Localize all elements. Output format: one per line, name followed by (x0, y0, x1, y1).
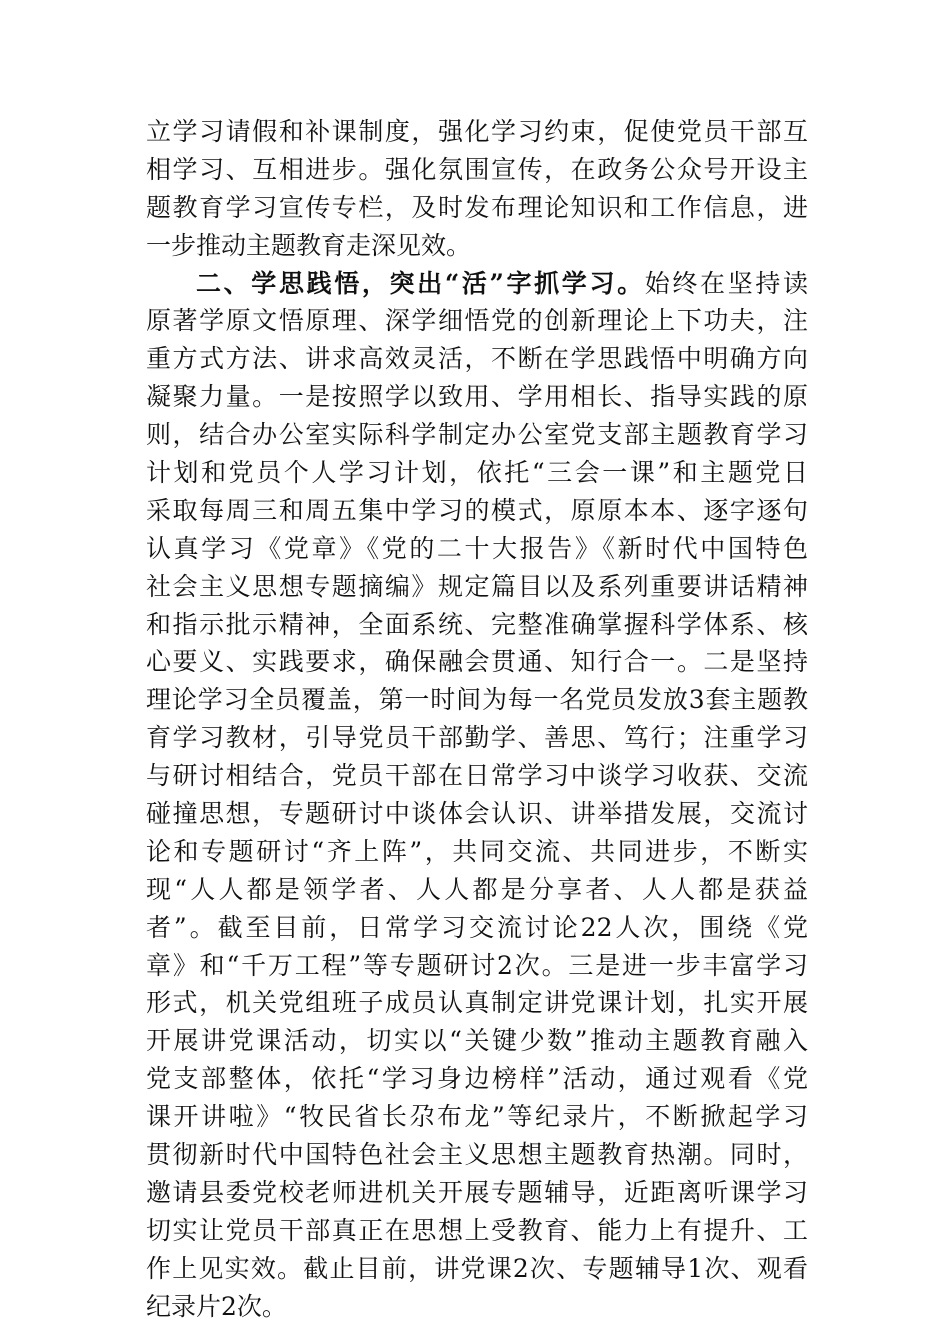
paragraph-2-line: 采取每周三和周五集中学习的模式，原原本本、逐字逐句 (146, 495, 808, 525)
paragraph-2-first-line (146, 265, 808, 303)
paragraph-2-first-line-text: 始终在坚持读 (644, 268, 808, 298)
paragraph-2-line: 与研讨相结合，党员干部在日常学习中谈学习收获、交流 (146, 761, 808, 791)
document-body (146, 113, 808, 1326)
paragraph-2-line: 计划和党员个人学习计划，依托“三会一课”和主题党日 (146, 458, 808, 488)
paragraph-1-line: 题教育学习宣传专栏，及时发布理论知识和工作信息，进 (146, 192, 808, 222)
paragraph-1-line: 相学习、互相进步。强化氛围宣传，在政务公众号开设主 (146, 154, 808, 184)
paragraph-2-line: 邀请县委党校老师进机关开展专题辅导，近距离听课学习 (146, 1177, 808, 1207)
paragraph-2-line: 认真学习《党章》《党的二十大报告》《新时代中国特色 (146, 533, 808, 563)
paragraph-2-line: 凝聚力量。一是按照学以致用、学用相长、指导实践的原 (146, 382, 808, 412)
paragraph-2-line: 则，结合办公室实际科学制定办公室党支部主题教育学习 (146, 420, 808, 450)
paragraph-2-line: 育学习教材，引导党员干部勤学、善思、笃行；注重学习 (146, 723, 808, 753)
paragraph-2-line: 章》和“千万工程”等专题研讨2次。三是进一步丰富学习 (146, 950, 808, 980)
paragraph-2-line: 形式，机关党组班子成员认真制定讲党课计划，扎实开展 (146, 988, 808, 1018)
paragraph-2-line: 者”。截至目前，日常学习交流讨论22人次，围绕《党 (146, 912, 808, 942)
paragraph-2-line: 原著学原文悟原理、深学细悟党的创新理论上下功夫，注 (146, 306, 808, 336)
paragraph-2-line: 重方式方法、讲求高效灵活，不断在学思践悟中明确方向 (146, 344, 808, 374)
paragraph-2-line: 和指示批示精神，全面系统、完整准确掌握科学体系、核 (146, 609, 808, 639)
paragraph-2-last-line: 纪录片2次。 (146, 1291, 287, 1321)
paragraph-2-line: 理论学习全员覆盖，第一时间为每一名党员发放3套主题教 (146, 685, 808, 715)
paragraph-2-line: 社会主义思想专题摘编》规定篇目以及系列重要讲话精神 (146, 571, 808, 601)
paragraph-1-line: 一步推动主题教育走深见效。 (146, 230, 472, 260)
paragraph-2-line: 作上见实效。截止目前，讲党课2次、专题辅导1次、观看 (146, 1253, 808, 1283)
paragraph-2-line: 碰撞思想，专题研讨中谈体会认识、讲举措发展，交流讨 (146, 799, 808, 829)
paragraph-2-line: 党支部整体，依托“学习身边榜样”活动，通过观看《党 (146, 1064, 808, 1094)
paragraph-2-line: 心要义、实践要求，确保融会贯通、知行合一。二是坚持 (146, 647, 808, 677)
paragraph-2-line: 切实让党员干部真正在思想上受教育、能力上有提升、工 (146, 1215, 808, 1245)
paragraph-1-line: 立学习请假和补课制度，强化学习约束，促使党员干部互 (146, 117, 808, 146)
paragraph-2 (146, 265, 808, 1326)
section-heading: 二、学思践悟，突出“活”字抓学习。 (196, 268, 645, 298)
paragraph-1 (146, 113, 808, 265)
paragraph-2-line: 贯彻新时代中国特色社会主义思想主题教育热潮。同时， (146, 1140, 808, 1170)
paragraph-2-line: 开展讲党课活动，切实以“关键少数”推动主题教育融入 (146, 1026, 808, 1056)
paragraph-2-line: 论和专题研讨“齐上阵”，共同交流、共同进步，不断实 (146, 836, 808, 866)
paragraph-2-line: 现“人人都是领学者、人人都是分享者、人人都是获益 (146, 874, 808, 904)
paragraph-2-line: 课开讲啦》“牧民省长尕布龙”等纪录片，不断掀起学习 (146, 1102, 808, 1132)
